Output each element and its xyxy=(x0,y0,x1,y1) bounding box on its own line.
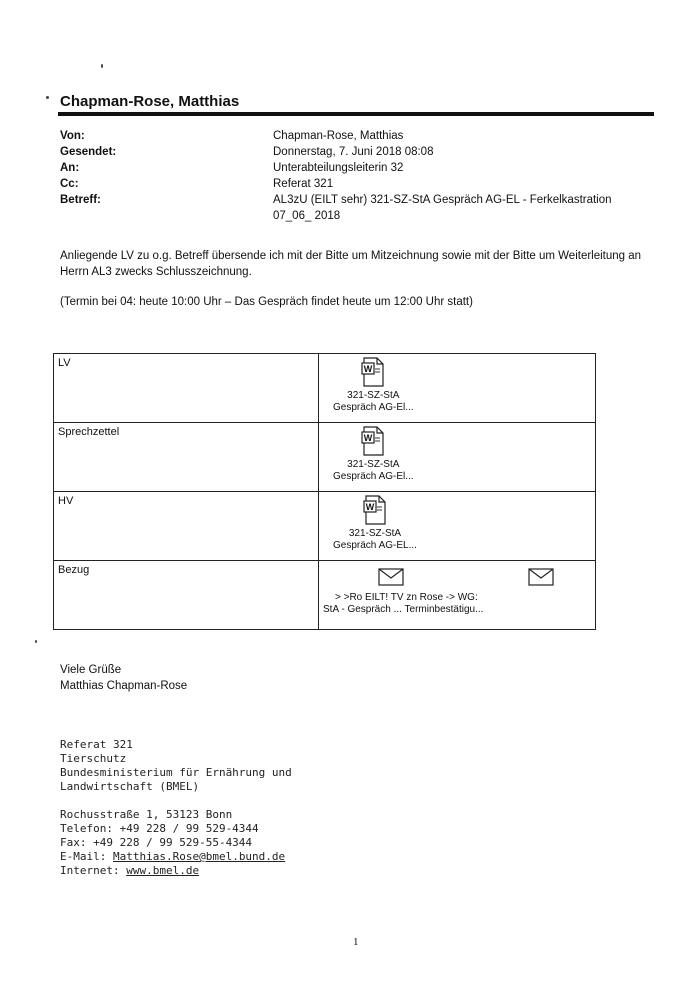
scan-speck xyxy=(46,96,49,99)
greeting-line: Viele Grüße xyxy=(60,664,122,676)
svg-text:W: W xyxy=(364,364,373,374)
signature-line: Referat 321 xyxy=(60,738,133,751)
attachment-row xyxy=(54,492,596,561)
meta-value: Donnerstag, 7. Juni 2018 08:08 xyxy=(273,146,434,158)
svg-text:W: W xyxy=(365,502,375,512)
attachment-label: LV xyxy=(54,354,319,423)
header-rule xyxy=(58,112,654,116)
attachment-row xyxy=(54,354,596,423)
signature-line: Bundesministerium für Ernährung und xyxy=(60,766,292,779)
signature-email-row xyxy=(60,850,292,864)
attachment-file[interactable] xyxy=(333,357,414,414)
body-paragraph: Anliegende LV zu o.g. Betreff übersende ich mit der Bitte um Mitzeichnung sowie mit der Bitte um Weiterleitung an Herrn AL3 zwecks Schlusszeichnung. xyxy=(60,250,642,278)
internet-label: Internet: xyxy=(60,864,127,877)
scan-speck xyxy=(101,64,103,68)
signature-line: Landwirtschaft (BMEL) xyxy=(60,780,200,793)
attachment-cell xyxy=(319,492,596,561)
signature-gap xyxy=(60,794,292,808)
meta-key: Gesendet: xyxy=(60,146,117,158)
greeting-block xyxy=(60,662,187,694)
signature-fax: Fax: +49 228 / 99 529-55-4344 xyxy=(60,836,253,849)
page-number: 1 xyxy=(353,936,359,948)
attachment-label: Sprechzettel xyxy=(54,423,319,492)
word-document-icon xyxy=(361,357,385,387)
meta-value: AL3zU (EILT sehr) 321-SZ-StA Gespräch AG-EL - Ferkelkastration 07_06_ 2018 xyxy=(273,194,612,222)
file-caption-line2: Gespräch AG-EL... xyxy=(333,540,417,551)
mail-caption-line2: StA - Gespräch ... Terminbestätigu... xyxy=(323,604,484,615)
meta-row-subject xyxy=(60,192,660,224)
internet-link[interactable]: www.bmel.de xyxy=(126,864,200,877)
meta-key: Cc: xyxy=(60,178,79,190)
attachment-row xyxy=(54,423,596,492)
signature-phone: Telefon: +49 228 / 99 529-4344 xyxy=(60,822,259,835)
meta-row-from xyxy=(60,128,660,144)
greeting-name: Matthias Chapman-Rose xyxy=(60,680,188,692)
attachment-row-bezug xyxy=(54,561,596,630)
attachment-cell xyxy=(319,423,596,492)
email-meta xyxy=(60,128,660,224)
svg-text:W: W xyxy=(364,433,373,443)
word-document-icon xyxy=(361,426,385,456)
attachment-cell xyxy=(319,354,596,423)
file-caption-line1: 321-SZ-StA xyxy=(348,528,402,539)
signature-line: Tierschutz xyxy=(60,752,127,765)
signature-internet-row xyxy=(60,864,292,878)
attachments-table xyxy=(53,353,596,630)
meta-key: Von: xyxy=(60,130,85,142)
body-paragraph-deadline: (Termin bei 04: heute 10:00 Uhr – Das Gespräch findet heute um 12:00 Uhr statt) xyxy=(60,296,473,308)
signature-block xyxy=(60,738,292,878)
meta-key: Betreff: xyxy=(60,194,101,206)
meta-value: Unterabteilungsleiterin 32 xyxy=(273,162,404,174)
attachment-file[interactable] xyxy=(333,495,417,552)
sender-name-heading: Chapman-Rose, Matthias xyxy=(60,93,240,110)
envelope-icon[interactable] xyxy=(378,568,404,586)
signature-address: Rochusstraße 1, 53123 Bonn xyxy=(60,808,233,821)
file-caption-line1: 321-SZ-StA xyxy=(347,459,400,470)
attachment-cell xyxy=(319,561,596,630)
scan-speck xyxy=(35,640,37,643)
word-document-icon xyxy=(363,495,387,525)
file-caption-line2: Gespräch AG-El... xyxy=(333,471,414,482)
attachment-file[interactable] xyxy=(333,426,414,483)
meta-row-sent xyxy=(60,144,660,160)
envelope-icon[interactable] xyxy=(528,568,554,586)
meta-row-cc xyxy=(60,176,660,192)
email-label: E-Mail: xyxy=(60,850,113,863)
attachment-label: Bezug xyxy=(54,561,319,630)
attachment-label: HV xyxy=(54,492,319,561)
mail-caption-line1: > >Ro EILT! TV zn Rose -> WG: xyxy=(335,592,478,603)
meta-key: An: xyxy=(60,162,80,174)
email-link[interactable]: Matthias.Rose@bmel.bund.de xyxy=(112,850,286,863)
meta-value: Chapman-Rose, Matthias xyxy=(273,130,404,142)
meta-row-to xyxy=(60,160,660,176)
meta-value: Referat 321 xyxy=(273,178,334,190)
file-caption-line1: 321-SZ-StA xyxy=(347,390,400,401)
file-caption-line2: Gespräch AG-El... xyxy=(333,402,414,413)
mail-icons-row xyxy=(323,564,591,592)
